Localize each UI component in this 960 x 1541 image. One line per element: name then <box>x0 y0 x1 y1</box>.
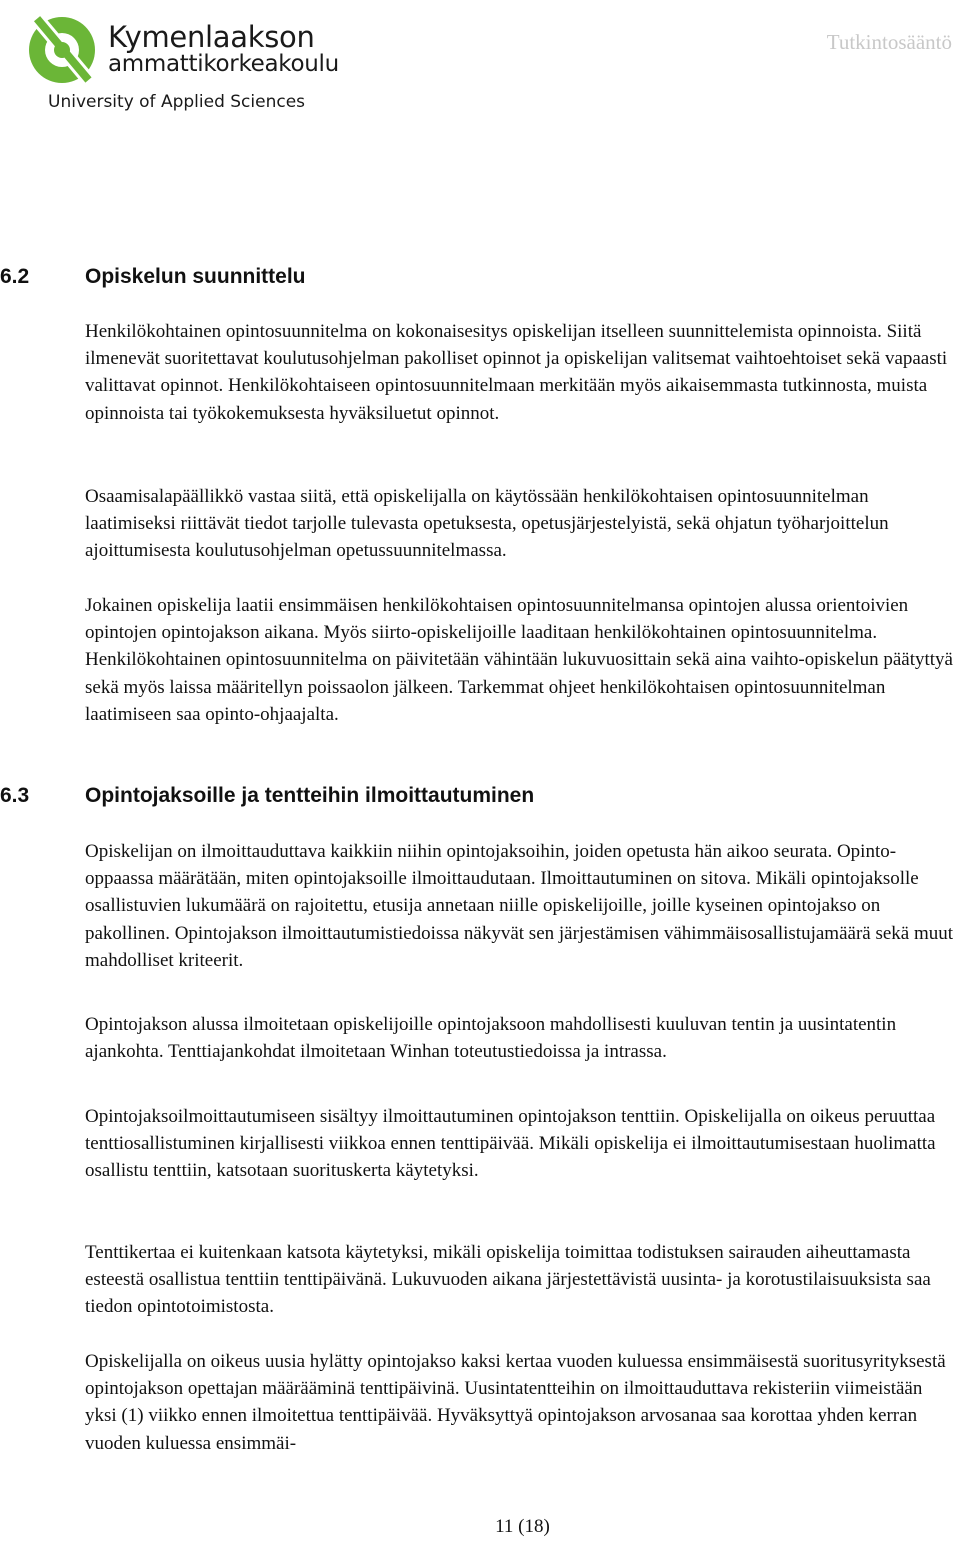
section-heading <box>0 265 306 289</box>
paragraph: Henkilökohtainen opintosuunnitelma on kokonaisesitys opiskelijan itselleen suunnittelemista opinnoista. Siitä ilmenevät suoritettavat koulutusohjelman pakolliset opinnot ja opiskelijan valitsemat vaihtoehtoiset sekä vapaasti valittavat opinnot. Henkilökohtaiseen opintosuunnitelmaan merkitään myös aikaisemmasta tutkinnosta, muista opinnoista tai työkokemuksesta hyväksiluetut opinnot. <box>85 321 948 424</box>
logo-english-name: University of Applied Sciences <box>48 92 306 112</box>
paragraph: Opiskelijalla on oikeus uusia hylätty opintojakso kaksi kertaa vuoden kuluessa ensimmäisestä suoritusyrityksestä opintojakson opettajan määrääminä tenttipäivinä. Uusintatentteihin on ilmoittauduttava rekisteriin viimeistään yksi (1) viikko ennen ilmoitettua tenttipäivää. Hyväksyttyä opintojakson arvosanaa saa korottaa yhden kerran vuoden kuluessa ensimmäi- <box>85 1351 946 1454</box>
paragraph: Jokainen opiskelija laatii ensimmäisen henkilökohtaisen opintosuunnitelmansa opintojen alussa orientoivien opintojen opintojakson aikana. Myös siirto-opiskelijoille laaditaan henkilökohtainen opintosuunnitelma. Henkilökohtainen opintosuunnitelma on päivitetään vähintään lukuvuosittain sekä aina vaihto-opiskelun päätyttyä sekä myös laissa määritellyn poissaolon jälkeen. Tarkemmat ohjeet henkilökohtaisen opintosuunnitelman laatimiseen saa opinto-ohjaajalta. <box>85 595 953 725</box>
logo-name: Kymenlaakson <box>108 20 315 54</box>
page-number: 11 (18) <box>495 1516 550 1537</box>
document-title: Tutkintosääntö <box>826 30 952 54</box>
logo-subtitle: ammattikorkeakoulu <box>108 51 339 77</box>
section-number: 6.2 <box>0 265 30 288</box>
section-number: 6.3 <box>0 784 30 807</box>
paragraph: Tenttikertaa ei kuitenkaan katsota käytetyksi, mikäli opiskelija toimittaa todistuksen sairauden aiheuttamasta esteestä osallistua tenttiin tenttipäivänä. Lukuvuoden aikana järjestettävistä uusinta- ja korotustilaisuuksista saa tiedon opintotoimistosta. <box>85 1242 931 1318</box>
paragraph: Opintojakson alussa ilmoitetaan opiskelijoille opintojaksoon mahdollisesti kuuluvan tentin ja uusintatentin ajankohta. Tenttiajankohdat ilmoitetaan Winhan toteutustiedoissa ja intrassa. <box>85 1014 897 1063</box>
logo-text <box>108 22 339 77</box>
logo <box>26 8 339 118</box>
section-title: Opiskelun suunnittelu <box>85 265 306 288</box>
paragraph: Osaamisalapäällikkö vastaa siitä, että opiskelijalla on käytössään henkilökohtaisen opintosuunnitelman laatimiseksi riittävät tiedot tarjolle tulevasta opetuksesta, opetusjärjestelyistä, sekä ohjatun työharjoittelun ajoittumisesta koulutusohjelman opetussuunnitelmassa. <box>85 486 889 562</box>
logo-mark-icon <box>26 10 102 90</box>
section-heading <box>0 784 534 808</box>
paragraph: Opintojaksoilmoittautumiseen sisältyy ilmoittautuminen opintojakson tenttiin. Opiskelijalla on oikeus peruuttaa tenttiosallistuminen kirjallisesti viikkoa ennen tenttipäivää. Mikäli opiskelija ei ilmoittautumisestaan huolimatta osallistu tenttiin, katsotaan suorituskerta käytetyksi. <box>85 1106 936 1182</box>
paragraph: Opiskelijan on ilmoittauduttava kaikkiin niihin opintojaksoihin, joiden opetusta hän aikoo seurata. Opinto-oppaassa määrätään, miten opintojaksoille ilmoittaudutaan. Ilmoittautuminen on sitova. Mikäli opintojaksolle osallistuvien lukumäärä on rajoitettu, etusija annetaan niille opiskelijoille, joille kyseinen opintojakso on pakollinen. Opintojakson ilmoittautumistiedoissa näkyvät sen järjestämisen vähimmäisosallistujamäärä sekä muut mahdolliset kriteerit. <box>85 841 954 971</box>
section-title: Opintojaksoille ja tentteihin ilmoittautuminen <box>85 784 535 807</box>
